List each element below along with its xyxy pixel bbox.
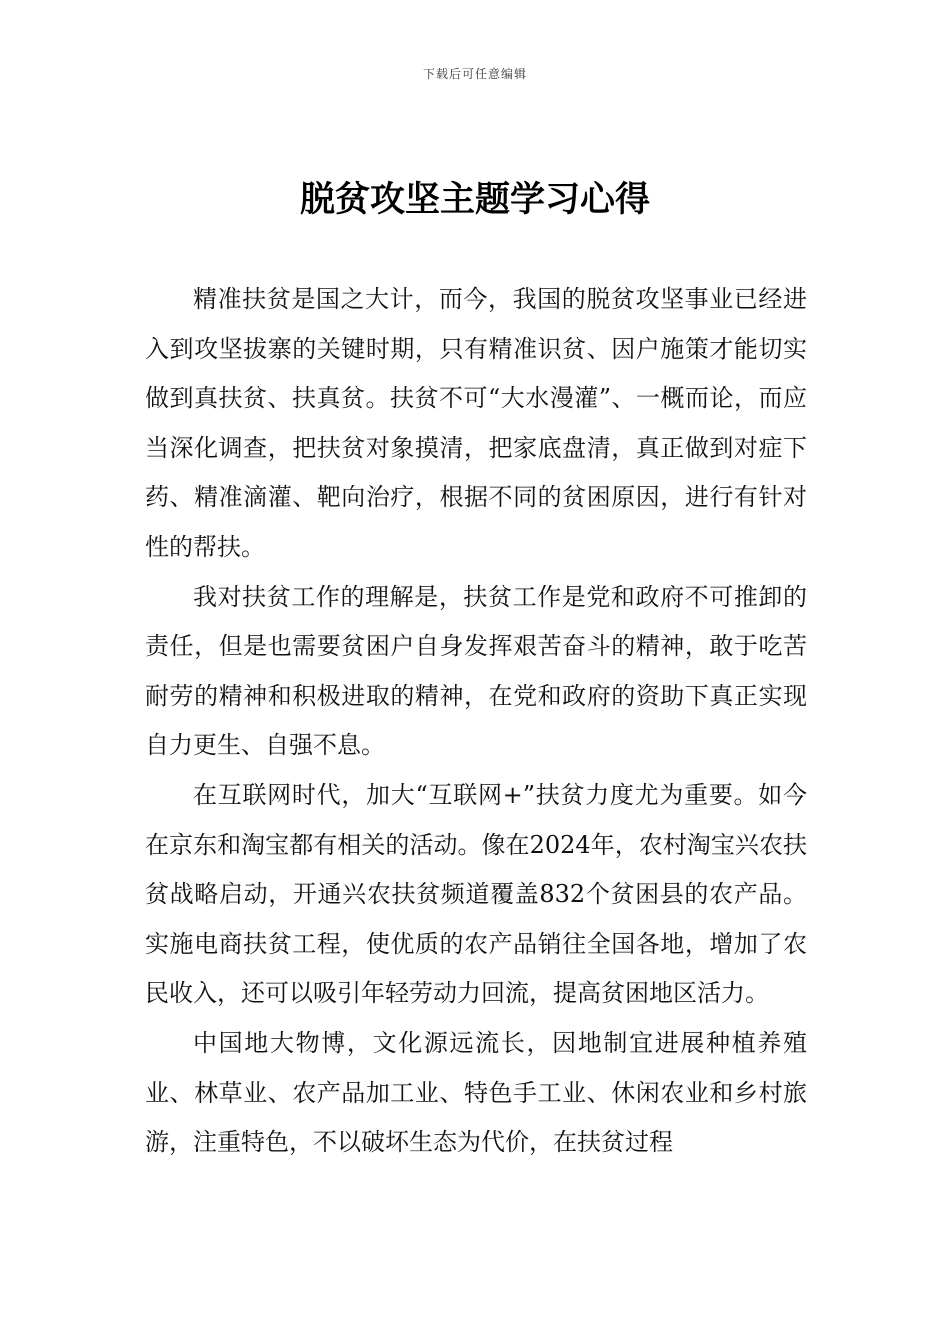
paragraph-1: 精准扶贫是国之大计，而今，我国的脱贫攻坚事业已经进入到攻坚拔寨的关键时期，只有精准识贫、因户施策才能切实做到真扶贫、扶真贫。扶贫不可“大水漫灌”、一概而论，而应当深化调查，把扶贫对象摸清，把家底盘清，真正做到对症下药、精准滴灌、靶向治疗，根据不同的贫困原因，进行有针对性的帮扶。 — [145, 285, 807, 561]
paragraph-4: 中国地大物博，文化源远流长，因地制宜进展种植养殖业、林草业、农产品加工业、特色手工业、休闲农业和乡村旅游，注重特色，不以破坏生态为代价，在扶贫过程 — [145, 1028, 807, 1157]
document-title: 脱贫攻坚主题学习心得 — [299, 179, 650, 220]
header-note: 下载后可任意编辑 — [422, 67, 527, 81]
paragraph-3: 在互联网时代，加大“互联网+”扶贫力度尤为重要。如今在京东和淘宝都有相关的活动。像在2024年，农村淘宝兴农扶贫战略启动，开通兴农扶贫频道覆盖832个贫困县的农产品。实施电商扶贫工程，使优质的农产品销往全国各地，增加了农民收入，还可以吸引年轻劳动力回流，提高贫困地区活力。 — [145, 780, 807, 1008]
document-body — [145, 275, 807, 1168]
paragraph-2: 我对扶贫工作的理解是，扶贫工作是党和政府不可推卸的责任，但是也需要贫困户自身发挥艰苦奋斗的精神，敢于吃苦耐劳的精神和积极进取的精神，在党和政府的资助下真正实现自力更生、自强不息。 — [145, 582, 807, 760]
